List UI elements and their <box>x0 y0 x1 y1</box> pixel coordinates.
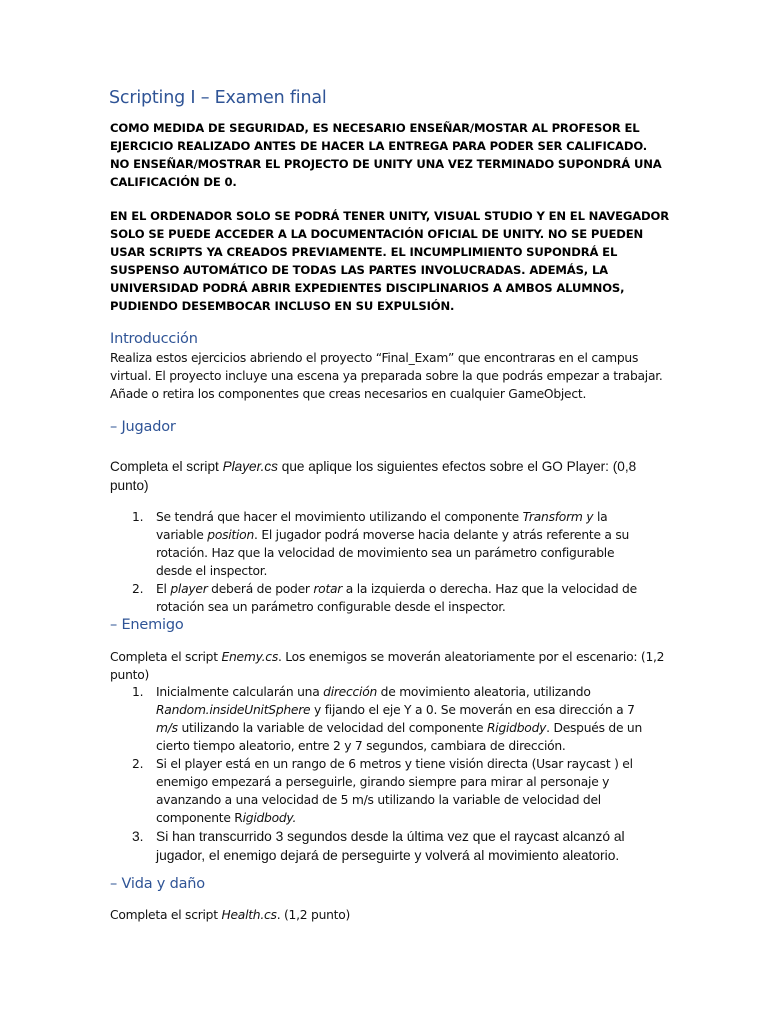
text-segment: la variable <box>156 510 608 542</box>
page-title: Scripting I – Examen final <box>109 88 327 108</box>
section-heading-enemigo: – Enemigo <box>110 617 184 633</box>
text-segment: a la izquierda o derecha. Haz que la velocidad de rotación sea un parámetro configurable desde el inspector. <box>156 582 637 614</box>
text-segment: . Después de un cierto tiempo aleatorio, entre 2 y 7 segundos, cambiara de dirección. <box>156 721 643 753</box>
list-item <box>110 755 650 827</box>
text-segment: position <box>207 528 254 542</box>
text-segment: Random.insideUnitSphere <box>156 703 311 717</box>
vida-lead-paragraph <box>110 906 665 924</box>
text-segment: Completa el script <box>110 908 222 922</box>
text-segment: El <box>156 582 171 596</box>
text-segment: . Los enemigos se moverán aleatoriamente por el escenario: (1,2 punto) <box>110 650 665 682</box>
text-segment: igidbody. <box>242 811 297 825</box>
jugador-task-list <box>110 508 650 616</box>
text-segment: de movimiento aleatoria, utilizando <box>377 685 591 699</box>
text-segment: Inicialmente calcularán una <box>156 685 324 699</box>
list-number: 1. <box>132 510 144 524</box>
text-segment: Transform y <box>522 510 594 524</box>
script-name: Player.cs <box>222 459 278 474</box>
intro-paragraph: Realiza estos ejercicios abriendo el proyecto “Final_Exam” que encontraras en el campus virtual. El proyecto incluye una escena ya preparada sobre la que podrás empezar a trabajar. Añade o retira los componentes que creas necesarios en cualquier GameObject. <box>110 351 663 401</box>
text-segment: dirección <box>323 685 378 699</box>
list-number: 2. <box>132 582 144 596</box>
text-segment: rotar <box>313 582 343 596</box>
text-segment: deberá de poder <box>207 582 314 596</box>
list-item <box>110 827 650 865</box>
text-segment: Completa el script <box>110 459 223 474</box>
list-number: 2. <box>132 757 144 771</box>
text-segment: Se tendrá que hacer el movimiento utilizando el componente <box>156 510 523 524</box>
list-item <box>110 508 650 580</box>
jugador-lead-paragraph <box>110 457 665 495</box>
text-segment: Si el player está en un rango de 6 metros y tiene visión directa (Usar raycast ) el enemigo empezará a perseguirle, girando siempre para mirar al personaje y avanzando a una velocidad de 5 m/s utilizando la variable de velocidad del componente R <box>156 757 633 825</box>
section-heading-vida-y-dano: – Vida y daño <box>110 876 205 892</box>
text-segment: . El jugador podrá moverse hacia delante y atrás referente a su rotación. Haz que la velocidad de movimiento sea un parámetro configurable desde el inspector. <box>156 528 630 578</box>
text-segment: Si han transcurrido 3 segundos desde la última vez que el raycast alcanzó al jugador, el enemigo dejará de perseguirte y volverá al movimiento aleatorio. <box>156 829 625 863</box>
enemigo-task-list <box>110 683 650 865</box>
security-warning: COMO MEDIDA DE SEGURIDAD, ES NECESARIO ENSEÑAR/MOSTAR AL PROFESOR EL EJERCICIO REALIZADO ANTES DE HACER LA ENTREGA PARA PODER SER CALIFICADO. NO ENSEÑAR/MOSTRAR EL PROJECTO DE UNITY UNA VEZ TERMINADO SUPONDRÁ UNA CALIFICACIÓN DE 0. <box>110 121 662 189</box>
list-number: 3. <box>132 829 144 844</box>
text-segment: Rigidbody <box>487 721 547 735</box>
script-name: Enemy.cs <box>221 650 278 664</box>
text-segment: y fijando el eje Y a 0. Se moverán en esa dirección a 7 <box>310 703 635 717</box>
text-segment: . (1,2 punto) <box>276 908 351 922</box>
script-name: Health.cs <box>221 908 277 922</box>
text-segment: m/s <box>156 721 178 735</box>
text-segment: Completa el script <box>110 650 222 664</box>
text-segment: utilizando la variable de velocidad del componente <box>177 721 487 735</box>
list-number: 1. <box>132 685 144 699</box>
list-item <box>110 683 650 755</box>
section-heading-jugador: – Jugador <box>110 419 176 435</box>
section-heading-introduccion: Introducción <box>110 331 198 347</box>
enemigo-lead-paragraph <box>110 648 665 684</box>
rules-warning: EN EL ORDENADOR SOLO SE PODRÁ TENER UNITY, VISUAL STUDIO Y EN EL NAVEGADOR SOLO SE PUEDE ACCEDER A LA DOCUMENTACIÓN OFICIAL DE UNITY. NO SE PUEDEN USAR SCRIPTS YA CREADOS PREVIAMENTE. EL INCUMPLIMIENTO SUPONDRÁ EL SUSPENSO AUTOMÁTICO DE TODAS LAS PARTES INVOLUCRADAS. ADEMÁS, LA UNIVERSIDAD PODRÁ ABRIR EXPEDIENTES DISCIPLINARIOS A AMBOS ALUMNOS, PUDIENDO DESEMBOCAR INCLUSO EN SU EXPULSIÓN. <box>110 209 670 313</box>
text-segment: que aplique los siguientes efectos sobre el GO Player: (0,8 punto) <box>110 459 637 493</box>
text-segment: player <box>170 582 208 596</box>
list-item <box>110 580 650 616</box>
